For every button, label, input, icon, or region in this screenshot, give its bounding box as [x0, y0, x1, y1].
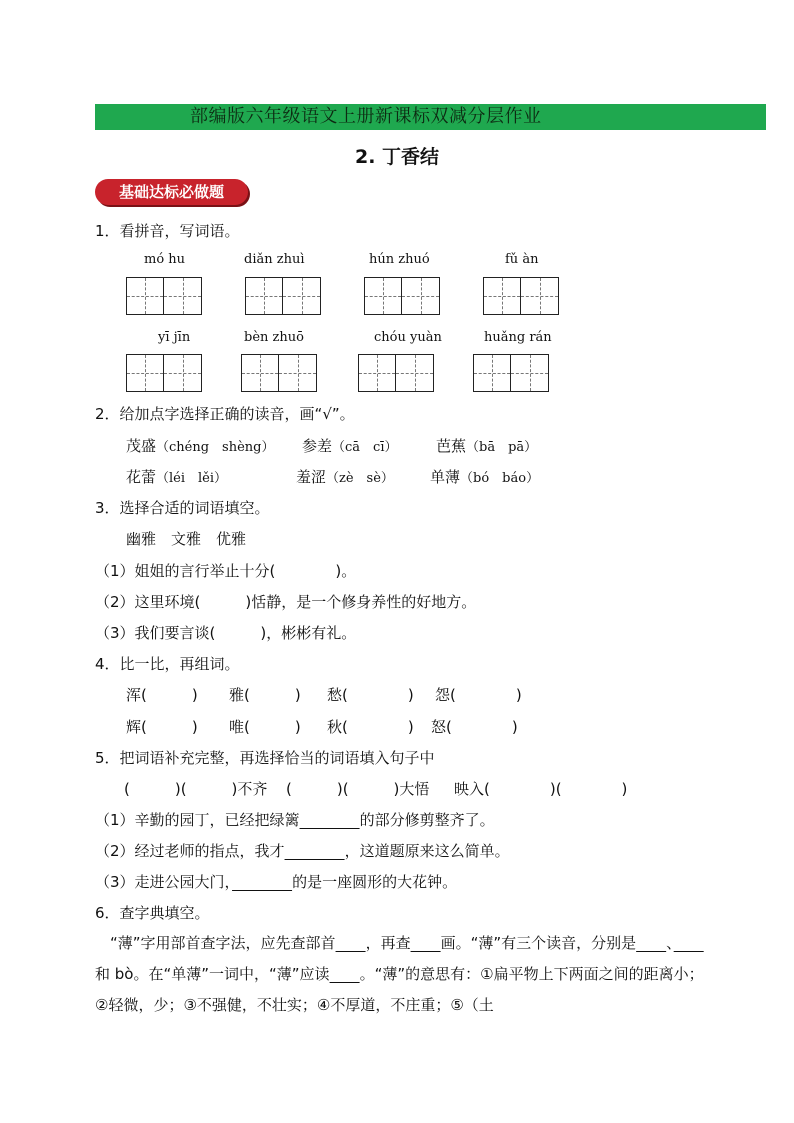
q2-item [436, 437, 537, 457]
grid-cell[interactable] [126, 354, 164, 392]
q1-pinyin: diǎn zhuì [244, 252, 305, 267]
q1-pinyin: chóu yuàn [374, 330, 442, 345]
q4-item[interactable]: 愁( ) [327, 686, 414, 704]
grid-cell[interactable] [511, 354, 549, 392]
answer-blank[interactable] [232, 873, 292, 891]
q4-item[interactable]: 辉( ) [126, 718, 198, 736]
paragraph-text: “薄”字用部首查字法，应先查部首 [110, 934, 336, 952]
q4-item[interactable]: 雅( ) [229, 686, 301, 704]
writing-grid[interactable] [483, 277, 559, 315]
section-badge: 基础达标必做题 [95, 179, 248, 205]
sentence-text: ，这道题原来这么简单。 [344, 842, 510, 860]
q3-sentence-3[interactable]: （3）我们要言谈( )，彬彬有礼。 [95, 624, 357, 642]
q2-options[interactable]: （zè sè） [326, 471, 394, 486]
grid-cell[interactable] [364, 277, 402, 315]
q5-title: 5．把词语补充完整，再选择恰当的词语填入句子中 [95, 749, 435, 767]
banner-title: 部编版六年级语文上册新课标双减分层作业 [190, 106, 542, 127]
answer-blank[interactable] [674, 934, 704, 952]
q1-pinyin: bèn zhuō [244, 330, 304, 345]
answer-blank[interactable] [636, 934, 666, 952]
q4-item[interactable]: 怒( ) [431, 718, 518, 736]
grid-cell[interactable] [241, 354, 279, 392]
writing-grid[interactable] [245, 277, 321, 315]
q2-word: 花蕾 [126, 468, 157, 486]
q2-item [126, 437, 275, 457]
q2-item [302, 437, 398, 457]
q2-options[interactable]: （cā cī） [332, 440, 398, 455]
sentence-text: （1）辛勤的园丁，已经把绿篱 [95, 811, 300, 829]
grid-cell[interactable] [245, 277, 283, 315]
q1-pinyin: huǎng rán [484, 330, 552, 345]
q2-item [126, 468, 227, 488]
q4-title: 4．比一比，再组词。 [95, 655, 240, 673]
q3-sentence-1[interactable]: （1）姐姐的言行举止十分( )。 [95, 562, 357, 580]
q1-pinyin: mó hu [144, 252, 186, 267]
q4-item[interactable]: 唯( ) [229, 718, 301, 736]
answer-blank[interactable] [330, 965, 360, 983]
grid-cell[interactable] [402, 277, 440, 315]
q5-word[interactable]: ( )( )大悟 [286, 780, 430, 798]
q5-word[interactable]: 映入( )( ) [454, 780, 628, 798]
lesson-title: 2. 丁香结 [354, 146, 440, 168]
q5-sentence-1 [95, 811, 495, 829]
grid-cell[interactable] [283, 277, 321, 315]
paragraph-text: ，再查 [365, 934, 411, 952]
sentence-text: （3）走进公园大门， [95, 873, 233, 891]
q6-title: 6．查字典填空。 [95, 904, 210, 922]
q2-word: 羞涩 [296, 468, 327, 486]
sentence-text: 的部分修剪整齐了。 [359, 811, 495, 829]
q4-item[interactable]: 秋( ) [327, 718, 414, 736]
grid-cell[interactable] [396, 354, 434, 392]
paragraph-text: 和 bò。在“单薄”一词中，“薄”应读 [95, 965, 330, 983]
grid-cell[interactable] [521, 277, 559, 315]
q2-word: 单薄 [430, 468, 461, 486]
paragraph-text: 画。“薄”有三个读音，分别是 [440, 934, 637, 952]
sentence-text: （2）经过老师的指点，我才 [95, 842, 285, 860]
q2-options[interactable]: （léi lěi） [156, 471, 228, 486]
q2-item [296, 468, 394, 488]
q2-title: 2．给加点字选择正确的读音，画“√”。 [95, 405, 355, 423]
grid-cell[interactable] [358, 354, 396, 392]
q5-sentence-3 [95, 873, 457, 891]
q2-word: 芭蕉 [436, 437, 467, 455]
answer-blank[interactable] [300, 811, 360, 829]
answer-blank[interactable] [285, 842, 345, 860]
q3-title: 3．选择合适的词语填空。 [95, 499, 270, 517]
writing-grid[interactable] [364, 277, 440, 315]
q1-title: 1．看拼音，写词语。 [95, 222, 240, 240]
q3-choices: 幽雅 文雅 优雅 [126, 530, 247, 548]
q4-item[interactable]: 怨( ) [435, 686, 522, 704]
grid-cell[interactable] [483, 277, 521, 315]
answer-blank[interactable] [336, 934, 366, 952]
grid-cell[interactable] [473, 354, 511, 392]
writing-grid[interactable] [126, 277, 202, 315]
q3-sentence-2[interactable]: （2）这里环境( )恬静，是一个修身养性的好地方。 [95, 593, 477, 611]
q1-pinyin: fǔ àn [505, 252, 539, 267]
q2-item [430, 468, 539, 488]
q4-item[interactable]: 浑( ) [126, 686, 198, 704]
answer-blank[interactable] [411, 934, 441, 952]
paragraph-text: 。“薄”的意思有：①扁平物上下两面之间的距离小；②轻微，少；③不强健，不壮实；④不厚道，不庄重；⑤（土 [95, 965, 704, 1014]
writing-grid[interactable] [241, 354, 317, 392]
q2-options[interactable]: （bā pā） [466, 440, 538, 455]
grid-cell[interactable] [164, 277, 202, 315]
q1-pinyin: yī jīn [158, 330, 191, 345]
grid-cell[interactable] [164, 354, 202, 392]
q2-options[interactable]: （bó báo） [460, 471, 540, 486]
q2-options[interactable]: （chéng shèng） [156, 440, 275, 455]
writing-grid[interactable] [473, 354, 549, 392]
sentence-text: 的是一座圆形的大花钟。 [292, 873, 458, 891]
paragraph-text: 、 [666, 934, 674, 952]
grid-cell[interactable] [279, 354, 317, 392]
q2-word: 茂盛 [126, 437, 157, 455]
q6-paragraph [95, 928, 705, 1021]
q5-word[interactable]: ( )( )不齐 [124, 780, 268, 798]
q2-word: 参差 [302, 437, 333, 455]
writing-grid[interactable] [126, 354, 202, 392]
grid-cell[interactable] [126, 277, 164, 315]
q1-pinyin: hún zhuó [369, 252, 430, 267]
writing-grid[interactable] [358, 354, 434, 392]
q5-sentence-2 [95, 842, 510, 860]
